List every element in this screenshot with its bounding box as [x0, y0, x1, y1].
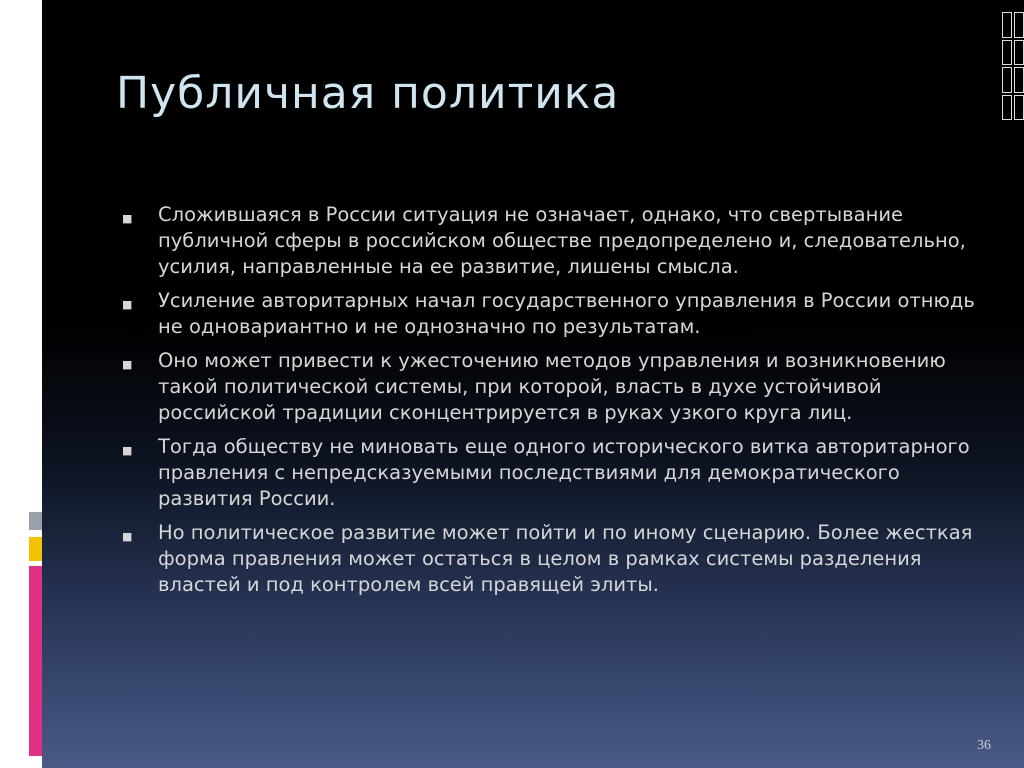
square-bullet-icon: ■ [122, 444, 133, 457]
bullet-item [118, 348, 978, 426]
grid-decoration-icon [1002, 12, 1024, 120]
bullet-item [118, 434, 978, 512]
accent-segment-gray [29, 512, 42, 530]
square-bullet-icon: ■ [122, 358, 133, 371]
square-bullet-icon: ■ [122, 298, 133, 311]
square-bullet-icon: ■ [122, 530, 133, 543]
slide-canvas [42, 0, 1024, 768]
accent-segment-pink [29, 566, 42, 756]
bullet-item [118, 288, 978, 340]
slide-title: Публичная политика [116, 68, 620, 119]
bullet-text: Сложившаяся в России ситуация не означает, однако, что свертывание публичной сферы в российском обществе предопределено и, следовательно, усилия, направленные на ее развитие, лишены смысла. [158, 203, 966, 278]
page-number: 36 [977, 738, 991, 753]
bullet-item [118, 202, 978, 280]
bullet-text: Усиление авторитарных начал государственного управления в России отнюдь не одновариантно и не однозначно по результатам. [158, 289, 975, 338]
bullet-text: Но политическое развитие может пойти и по иному сценарию. Более жесткая форма правления может остаться в целом в рамках системы разделения властей и под контролем всей правящей элиты. [158, 521, 973, 596]
accent-segment-yellow [29, 537, 42, 561]
bullet-list [118, 202, 978, 606]
square-bullet-icon: ■ [122, 212, 133, 225]
bullet-text: Тогда обществу не миновать еще одного исторического витка авторитарного правления с непредсказуемыми последствиями для демократического развития России. [158, 435, 970, 510]
left-accent-bar [29, 0, 42, 768]
bullet-text: Оно может привести к ужесточению методов управления и возникновению такой политической системы, при которой, власть в духе устойчивой российской традиции сконцентрируется в руках узкого круга лиц. [158, 349, 946, 424]
bullet-item [118, 520, 978, 598]
